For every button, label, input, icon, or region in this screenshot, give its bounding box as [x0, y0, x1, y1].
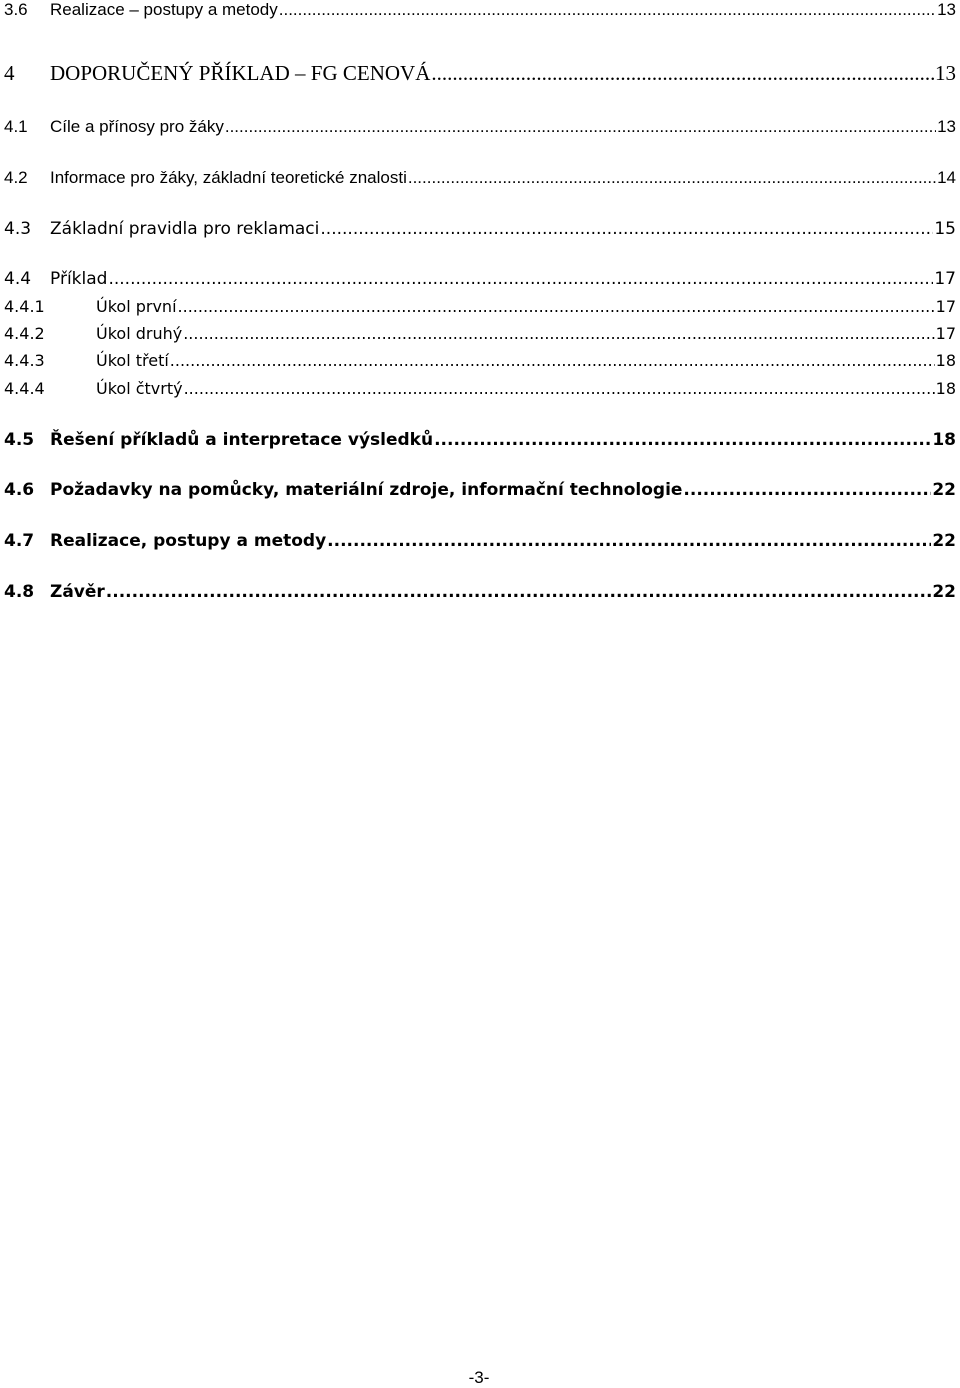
toc-entry[interactable] — [4, 117, 956, 137]
toc-entry-number: 4.3 — [4, 219, 32, 239]
page-footer — [0, 1368, 960, 1388]
toc-entry-title: DOPORUČENÝ PŘÍKLAD – FG CENOVÁ — [50, 61, 431, 85]
toc-leader-dots — [408, 168, 936, 188]
toc-entry-page: 14 — [937, 168, 956, 187]
toc-leader-dots — [327, 531, 931, 551]
toc-subentry[interactable] — [4, 297, 956, 317]
toc-entry[interactable] — [4, 219, 956, 239]
toc-entry-page: 13 — [937, 0, 956, 19]
toc-leader-dots — [279, 0, 936, 20]
toc-entry-number: 4.4.1 — [4, 297, 45, 316]
toc-leader-dots — [106, 582, 932, 602]
toc-leader-dots — [431, 60, 934, 86]
toc-entry-number: 3.6 — [4, 0, 28, 19]
toc-entry-number: 4.8 — [4, 582, 35, 602]
toc-leader-dots — [434, 430, 931, 450]
toc-entry-number: 4 — [4, 61, 15, 85]
toc-entry-number: 4.2 — [4, 168, 28, 187]
toc-entry-title: Požadavky na pomůcky, materiální zdroje, informační technologie — [50, 480, 683, 500]
toc-subentry[interactable] — [4, 379, 956, 399]
toc-entry[interactable] — [4, 480, 956, 500]
toc-leader-dots — [225, 117, 936, 137]
toc-entry-page: 22 — [932, 582, 956, 602]
toc-entry-page: 13 — [937, 117, 956, 136]
toc-entry-title: Realizace – postupy a metody — [50, 0, 278, 19]
toc-subentry[interactable] — [4, 324, 956, 344]
toc-entry[interactable] — [4, 168, 956, 188]
toc-entry-title: Úkol první — [96, 297, 177, 316]
toc-entry-number: 4.4 — [4, 269, 32, 289]
toc-entry-page: 15 — [934, 219, 956, 239]
toc-entry-page: 18 — [935, 351, 956, 370]
toc-entry-number: 4.6 — [4, 480, 35, 500]
toc-leader-dots — [170, 351, 935, 371]
toc-entry-page: 13 — [935, 61, 956, 85]
toc-entry-page: 17 — [935, 297, 956, 316]
toc-subentry[interactable] — [4, 351, 956, 371]
toc-entry-page: 18 — [932, 430, 956, 450]
toc-entry-title: Příklad — [50, 269, 108, 289]
toc-entry-title: Úkol třetí — [96, 351, 169, 370]
toc-entry-title: Cíle a přínosy pro žáky — [50, 117, 224, 136]
toc-entry-page: 22 — [932, 531, 956, 551]
toc-entry-page: 18 — [935, 379, 956, 398]
toc-entry[interactable] — [4, 531, 956, 551]
toc-leader-dots — [184, 379, 935, 399]
toc-entry[interactable] — [4, 0, 956, 20]
toc-entry-number: 4.7 — [4, 531, 35, 551]
toc-entry-page: 17 — [935, 324, 956, 343]
toc-entry[interactable] — [4, 582, 956, 602]
toc-entry-title: Úkol druhý — [96, 324, 183, 343]
toc-entry-number: 4.4.2 — [4, 324, 45, 343]
toc-leader-dots — [108, 269, 933, 289]
toc-leader-dots — [178, 297, 935, 317]
toc-leader-dots — [683, 480, 931, 500]
toc-entry-number: 4.4.4 — [4, 379, 45, 398]
toc-entry-page: 22 — [932, 480, 956, 500]
toc-entry-number: 4.5 — [4, 430, 35, 450]
toc-entry-number: 4.4.3 — [4, 351, 45, 370]
toc-entry-title: Závěr — [50, 582, 105, 602]
toc-entry-title: Informace pro žáky, základní teoretické znalosti — [50, 168, 407, 187]
toc-entry-number: 4.1 — [4, 117, 28, 136]
toc-entry-title: Realizace, postupy a metody — [50, 531, 327, 551]
toc-entry-title: Řešení příkladů a interpretace výsledků — [50, 430, 434, 450]
toc-entry-chapter[interactable] — [4, 60, 956, 86]
toc-entry[interactable] — [4, 430, 956, 450]
toc-entry-title: Základní pravidla pro reklamaci — [50, 219, 320, 239]
toc-entry-page: 17 — [934, 269, 956, 289]
page-number: -3- — [468, 1368, 490, 1387]
toc-leader-dots — [320, 219, 933, 239]
toc-entry-title: Úkol čtvrtý — [96, 379, 183, 398]
toc-entry[interactable] — [4, 269, 956, 289]
toc-leader-dots — [183, 324, 934, 344]
